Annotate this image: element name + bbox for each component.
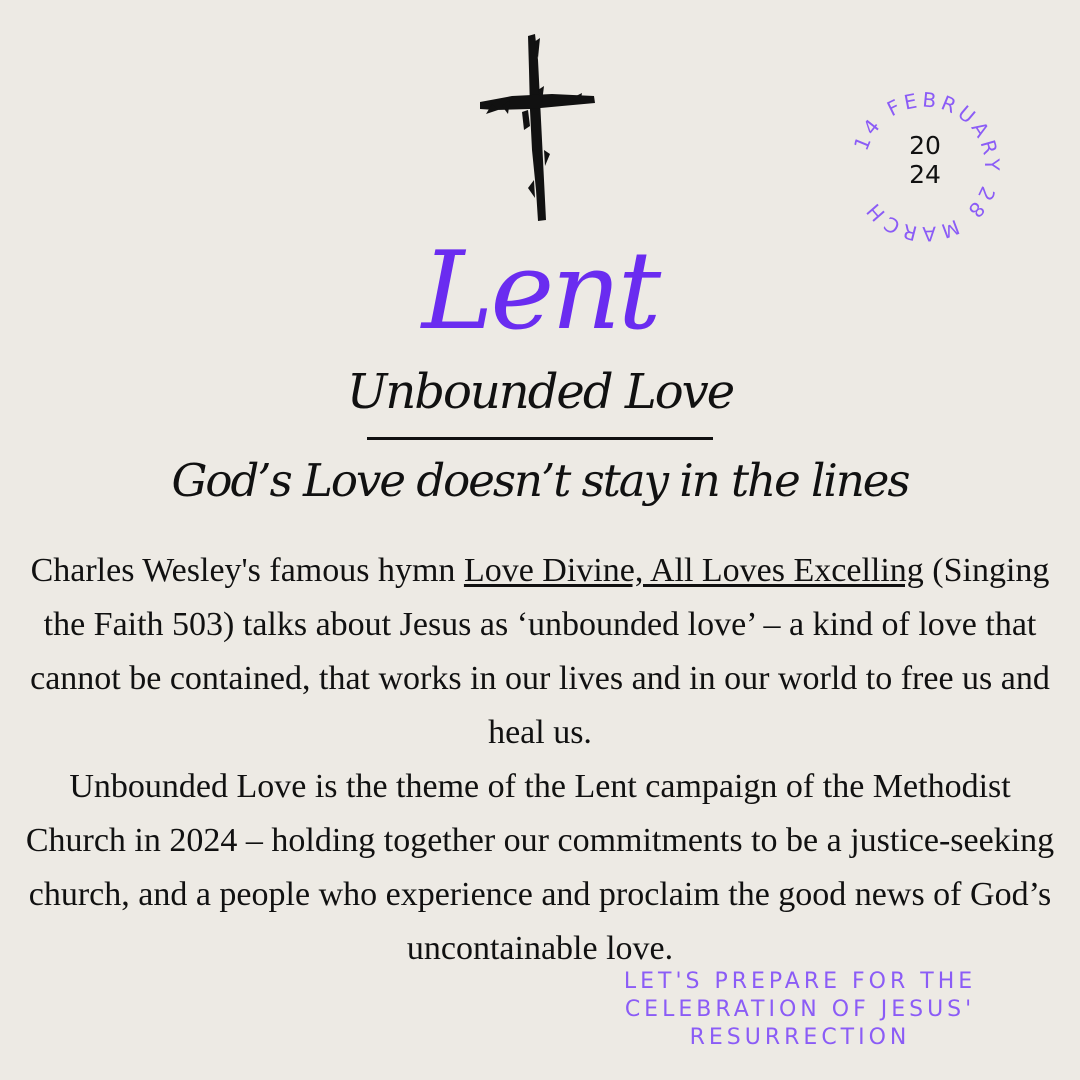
body-paragraph-2: Unbounded Love is the theme of the Lent campaign of the Methodist Church in 2024 – holding together our commitments to be a justice-seeking church, and a people who experience and proclaim the good news of God’s uncontainable love. xyxy=(25,768,1055,967)
date-badge xyxy=(845,87,1005,247)
hymn-link[interactable]: Love Divine, All Loves Excelling xyxy=(463,552,924,589)
cta-line-3: RESURRECTION xyxy=(689,1025,911,1050)
badge-year xyxy=(845,131,1005,189)
cross-icon xyxy=(472,30,602,225)
body-paragraph-1 xyxy=(20,544,1060,760)
p1-post: (Singing the Faith 503) talks about Jesus as ‘unbounded love’ – a kind of love that cannot be contained, that works in our lives and in our world to free us and heal us. xyxy=(30,552,1050,751)
cta-line-2: CELEBRATION OF JESUS' xyxy=(624,997,976,1022)
p1-pre: Charles Wesley's famous hymn xyxy=(30,552,464,589)
badge-ring-text: 14 FEBRUARY 28 MARCH xyxy=(848,87,1005,247)
call-to-action xyxy=(580,968,1020,1052)
cta-line-1: LET'S PREPARE FOR THE xyxy=(623,969,977,994)
page-title: Lent xyxy=(421,229,659,354)
badge-year-text: 20 24 xyxy=(909,131,941,189)
subtitle: Unbounded Love xyxy=(346,364,734,420)
tagline: God’s Love doesn’t stay in the lines xyxy=(171,454,909,507)
body-text xyxy=(20,544,1060,976)
divider xyxy=(367,437,713,440)
